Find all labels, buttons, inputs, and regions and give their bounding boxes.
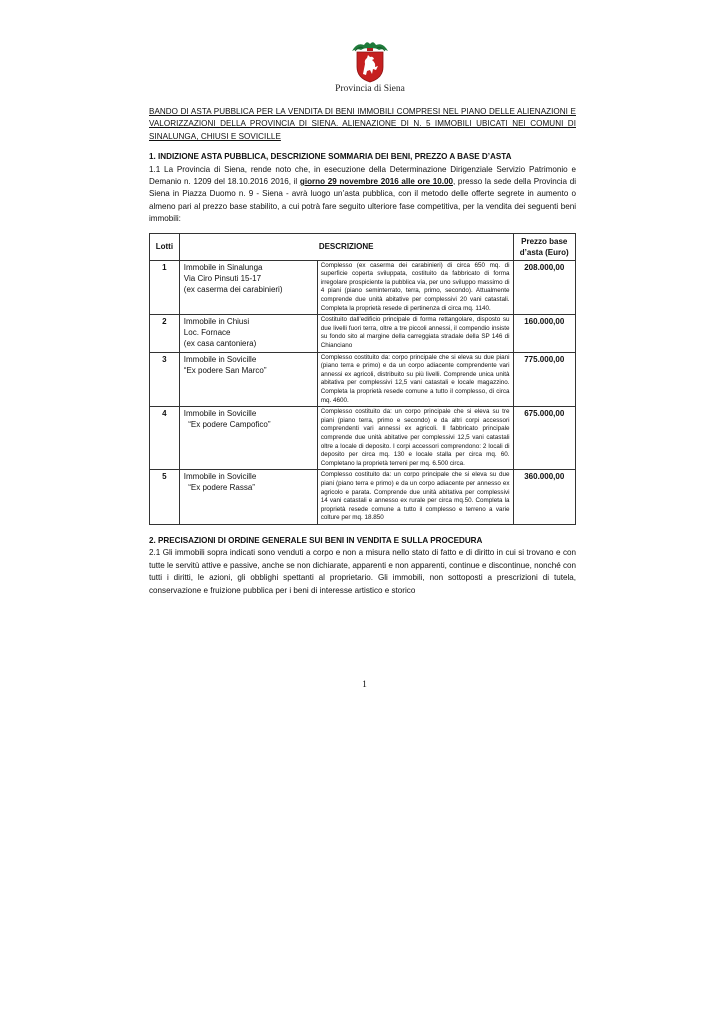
lot-name-line: (ex casa cantoniera) [183,339,257,349]
lot-price: 208.000,00 [513,260,575,315]
lot-name-line: Immobile in Chiusi [183,317,250,327]
org-name: Provincia di Siena [335,84,405,94]
lot-name-line: “Ex podere Campofico” [183,420,271,430]
table-row [150,315,576,352]
lot-description: Costituito dall’edificio principale di forma rettangolare, disposto su due livelli fuori terra, oltre a tre piccoli annessi, il compendio insiste su fondo sito al margine della carreggiata stradale della SP 146 di Chianciano [317,315,513,352]
lot-number: 2 [150,315,180,352]
lot-name-line: “Ex podere Rassa” [183,483,255,493]
table-row [150,470,576,525]
lot-name-line: Via Ciro Pinsuti 15-17 [183,273,262,283]
section-1-paragraph [149,164,576,226]
lot-name-line: Immobile in Sinalunga [183,262,263,272]
lot-name-line: “Ex podere San Marco” [183,365,267,375]
table-row [150,352,576,407]
lot-name [179,315,317,352]
lots-table [149,233,576,525]
lot-price: 360.000,00 [513,470,575,525]
lot-number: 5 [150,470,180,525]
section-1-heading: 1. INDIZIONE ASTA PUBBLICA, DESCRIZIONE SOMMARIA DEI BENI, PREZZO A BASE D’ASTA [149,152,512,162]
provincia-coat-of-arms-logo [345,36,395,84]
page-number: 1 [362,680,367,690]
section-2-paragraph: 2.1 Gli immobili sopra indicati sono venduti a corpo e non a misura nello stato di fatto e di diritto in cui si trovano e con tutte le servitù attive e passive, anche se non dichiarate, apparenti e non apparenti, continue e discontinue, nonché con tutti i diritti, le azioni, gli obblighi spettanti al proprietario. Gli immobili, non sottoposti a prescrizioni di tutela, conservazione e fruizione pubblica per i beni di interesse artistico e storico [149,548,577,595]
document-title: BANDO DI ASTA PUBBLICA PER LA VENDITA DI BENI IMMOBILI COMPRESI NEL PIANO DELLE ALIENAZIONI E VALORIZZAZIONI DELLA PROVINCIA DI SIENA. ALIENAZIONE DI N. 5 IMMOBILI UBICATI NEI COMUNI DI SINALUNGA, CHIUSI E SOVICILLE [149,107,576,141]
paragraph-text-end: , presso la sede della Provincia di Siena in Piazza Duomo n. 9 - Siena - avrà luogo un’asta pubblica, con il metodo delle offerte segrete in aumento o almeno pari al prezzo base stabilito, a cui potrà fare seguito ulteriore fase competitiva, per la vendita dei seguenti beni immobili: [149,177,576,224]
lot-name-line: Immobile in Sovicille [183,472,257,482]
lot-description: Complesso costituito da: corpo principale che si eleva su due piani (piano terra e primo) e da un corpo adiacente comprendente vari annessi ex agricoli, distribuito su più livelli. Comprende unica unità abitativa per complessivi 12,5 vani catastali e locale magazzino. Completa la proprietà resede comune a tutto il complesso, di circa mq. 4600. [317,352,513,407]
lot-number: 4 [150,407,180,470]
lot-number: 3 [150,352,180,407]
lot-name-line: Loc. Fornace [183,328,231,338]
lot-price: 160.000,00 [513,315,575,352]
lot-name-line: Immobile in Sovicille [183,354,257,364]
lot-name [179,260,317,315]
lot-name [179,470,317,525]
header-lotti: Lotti [150,233,180,260]
lot-name-line: Immobile in Sovicille [183,409,257,419]
lot-description: Complesso costituito da: un corpo principale che si eleva su tre piani (piano terra, primo e secondo) e da altri corpi accessori comprendenti vari annessi ex agricoli. Il fabbricato principale comprende due unità abitative per complessivi 12,5 vani catastali oltre a locale di deposito. I corpi accessori comprendono: 2 locali di deposito per circa mq. 130 e locale stalla per circa mq. 60. Completano la proprietà terreni per mq. 6.500 circa. [317,407,513,470]
lot-name-line: (ex caserma dei carabinieri) [183,284,283,294]
section-2-heading: 2. PRECISAZIONI DI ORDINE GENERALE SUI BENI IN VENDITA E SULLA PROCEDURA [149,535,483,545]
lot-price: 775.000,00 [513,352,575,407]
lot-price: 675.000,00 [513,407,575,470]
table-row [150,407,576,470]
document-body [149,106,576,597]
header-descrizione: DESCRIZIONE [179,233,513,260]
lot-description: Complesso costituito da: un corpo principale che si eleva su due piani (piano terra e primo) e da un corpo adiacente per annesso ex agricolo e parata. Comprende due unità abitativa per complessivi 14 vani catastali e annesso ex rurale per circa mq.50. Completa la proprietà resede comune a tutto il complesso e terreno a varie colture per mq. 18.850 [317,470,513,525]
paragraph-text-start: 1.1 La Provincia di Siena, rende noto che, in esecuzione della Determinazione Dirigenziale Servizio Patrimonio e Demanio n. 1209 del 18.10.2016 2016, il [149,164,576,187]
auction-date-highlight: giorno 29 novembre 2016 alle ore 10.00 [299,177,453,187]
table-header-row [150,233,576,260]
table-row [150,260,576,315]
lot-name [179,407,317,470]
lot-name [179,352,317,407]
lot-description: Complesso (ex caserma dei carabinieri) di circa 650 mq. di superficie coperta sviluppata, costituito da fabbricato di forma irregolare prospiciente la pubblica via, per uno sviluppo massimo di 4 piani (piano seminterrato, terra, primo, secondo). Attualmente comprende due unità abitative per complessivi 20 vani catastali. Completa la proprietà resede di pertinenza di circa mq. 1140. [317,260,513,315]
lot-number: 1 [150,260,180,315]
header-prezzo: Prezzo base d’asta (Euro) [513,233,575,260]
